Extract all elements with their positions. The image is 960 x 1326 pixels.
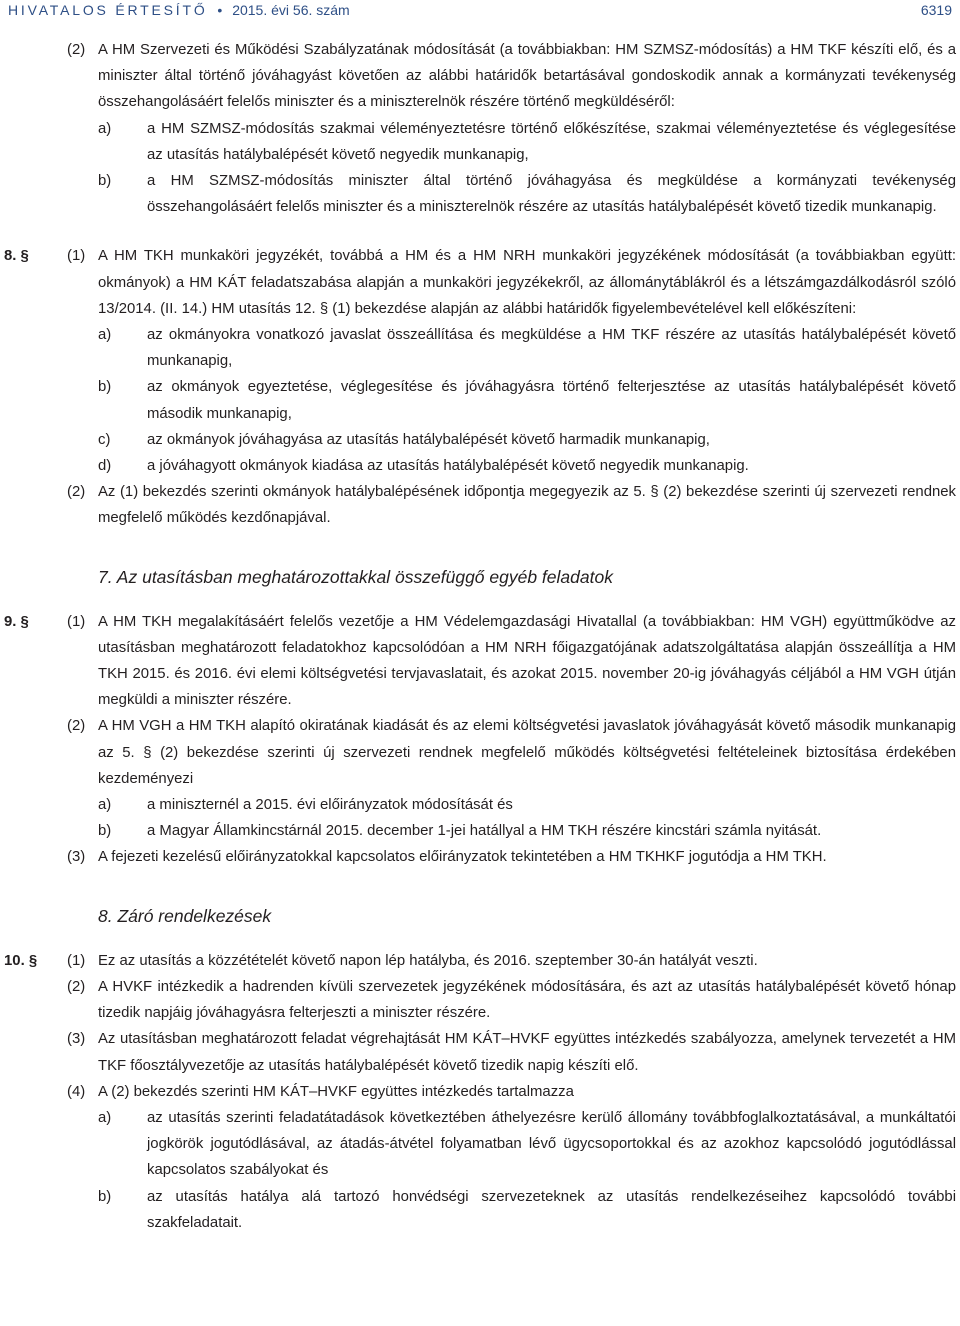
item-letter: b) [98,1188,112,1205]
header-left [8,0,350,20]
item-letter: b) [98,379,112,396]
paragraph [0,1026,960,1078]
list-item [0,427,960,453]
paragraph-number: (4) [67,1083,86,1100]
item-letter: a) [98,327,112,344]
section-number: 10. § [4,952,38,969]
list-item [0,374,960,426]
paragraph [0,37,960,116]
paragraph [0,609,960,714]
heading-gap [0,532,960,564]
list-item [0,322,960,374]
list-item [0,1184,960,1236]
item-letter: c) [98,431,111,448]
paragraph-text: Ez az utasítás a közzétételét követő napon lép hatályba, és 2016. szeptember 30-án hatályát veszti. [98,952,758,969]
document-body [0,37,960,1236]
section-heading: 7. Az utasításban meghatározottakkal összefüggő egyéb feladatok [98,566,613,587]
paragraph [0,1079,960,1105]
heading-gap [0,871,960,903]
paragraph-number: (2) [67,978,86,995]
heading-gap [0,590,960,609]
list-item [0,168,960,220]
paragraph-text: A HM TKH megalakításáért felelős vezetője a HM Védelemgazdasági Hivatallal (a továbbiakban: HM VGH) együttműködve az utasításban meghatározott feladatokhoz kapcsolódóan a HM NRH főigazgatójának adatszolgáltatása alapján összeállítja a HM TKH 2015. és 2016. évi elemi költségvetési tervjavaslatait, és azokat 2015. november 20-ig jóváhagyás céljából a HM VGH útján megküldi a miniszter részére. [98,613,956,709]
item-text: az utasítás szerinti feladatátadások következtében áthelyezésre kerülő állomány továbbfoglalkoztatásával, a munkáltatói jogkörök jogutódlásával, az átadás-átvétel folyamatban lévő ügycsoportokkal és az azokhoz kapcsolódó jogutódlással kapcsolatos szabályokat és [147,1109,956,1179]
page-number: 6319 [920,2,952,18]
item-text: az utasítás hatálya alá tartozó honvédségi szervezeteknek az utasítás rendelkezéseihez kapcsolódó további szakfeladatait. [147,1188,956,1231]
item-letter: a) [98,1109,112,1126]
issue-label: 2015. évi 56. szám [232,2,350,18]
journal-title: HIVATALOS ÉRTESÍTŐ [8,2,208,18]
item-text: az okmányok egyeztetése, véglegesítése és jóváhagyásra történő felterjesztése az utasítás hatálybalépését követő második munkanapig, [147,379,956,422]
running-header [8,0,952,22]
section-number: 9. § [4,613,29,630]
header-bullet: • [217,2,223,18]
paragraph-number: (3) [67,1031,86,1048]
paragraph-text: A HM TKH munkaköri jegyzékét, továbbá a HM és a HM NRH munkaköri jegyzékének módosítását (a továbbiakban együtt: okmányok) a HM KÁT feladatszabása alapján a munkaköri jegyzékekről, az állománytáblákról és a létszámgazdálkodásról szóló 13/2014. (II. 14.) HM utasítás 12. § (1) bekezdése alapján az alábbi határidők figyelembevételével kell előkészíteni: [98,248,956,317]
paragraph-text: A (2) bekezdés szerinti HM KÁT–HVKF együttes intézkedés tartalmazza [98,1083,574,1100]
item-text: a Magyar Államkincstárnál 2015. december 1-jei hatállyal a HM TKH részére kincstári számla nyitását. [147,823,822,840]
paragraph-text: Az utasításban meghatározott feladat végrehajtását HM KÁT–HVKF együttes intézkedés szabályozza, amelynek tervezetét a HM TKF főosztályvezetője az utasítás hatálybalépését követő tizedik napig készíti elő. [98,1031,956,1074]
paragraph-text: A HVKF intézkedik a hadrenden kívüli szervezetek jegyzékének módosítására, és azt az utasítás hatálybalépését követő hónap tizedik napjáig jóváhagyásra felterjeszti a miniszter részére. [98,978,956,1022]
item-letter: d) [98,458,112,475]
item-letter: b) [98,173,112,190]
paragraph-text: A HM Szervezeti és Működési Szabályzatának módosítását (a továbbiakban: HM SZMSZ-módosítás) a HM TKF készíti elő, és a miniszter által történő jóváhagyást követően az alábbi határidők betartásával gondoskodik annak a kormányzati tevékenység összehangolásáért felelős miniszter és a miniszterelnök részére történő megküldéséről: [98,42,956,111]
paragraph-text: A HM VGH a HM TKH alapító okiratának kiadását és az elemi költségvetési javaslatok jóváhagyását követő második munkanapig az 5. § (2) bekezdése szerinti új szervezeti rendnek megfelelő működés költségvetési feltételeinek biztosítása érdekében kezdeményezi [98,718,956,787]
paragraph-text: A fejezeti kezelésű előirányzatokkal kapcsolatos előirányzatok tekintetében a HM TKHKF jogutódja a HM TKH. [98,849,827,866]
paragraph-number: (1) [67,248,86,265]
item-letter: b) [98,823,112,840]
paragraph [0,479,960,531]
item-letter: a) [98,797,112,814]
paragraph [0,844,960,870]
list-item [0,792,960,818]
paragraph-number: (2) [67,42,86,58]
item-text: az okmányok jóváhagyása az utasítás hatálybalépését követő harmadik munkanapig, [147,431,710,448]
paragraph [0,243,960,322]
paragraph [0,713,960,792]
item-text: a HM SZMSZ-módosítás miniszter által történő jóváhagyása és megküldése a kormányzati tevékenység összehangolásáért felelős miniszter és a miniszterelnök részére az utasítás hatálybalépését követő tizedik munkanapig. [147,173,956,216]
list-item [0,453,960,479]
paragraph-number: (2) [67,718,86,735]
list-item [0,818,960,844]
section-number: 8. § [4,248,29,265]
paragraph-text: Az (1) bekezdés szerinti okmányok hatálybalépésének időpontja megegyezik az 5. § (2) bekezdése szerinti új szervezeti rendnek megfelelő működés kezdőnapjával. [98,484,956,527]
item-text: az okmányokra vonatkozó javaslat összeállítása és megküldése a HM TKF részére az utasítás hatálybalépését követő munkanapig, [147,327,956,370]
paragraph [0,974,960,1026]
item-text: a HM SZMSZ-módosítás szakmai véleményeztetésre történő előkészítése, szakmai véleményeztetése és véglegesítése az utasítás hatálybalépését követő negyedik munkanapig, [147,120,956,163]
section-gap [0,220,960,243]
paragraph-number: (3) [67,849,86,866]
list-item [0,1105,960,1184]
paragraph [0,948,960,974]
paragraph-number: (1) [67,952,86,969]
heading-gap [0,929,960,948]
list-item [0,116,960,168]
paragraph-number: (1) [67,613,86,630]
section-heading: 8. Záró rendelkezések [98,905,272,926]
item-text: a miniszternél a 2015. évi előirányzatok módosítását és [147,797,513,814]
item-letter: a) [98,120,112,137]
item-text: a jóváhagyott okmányok kiadása az utasítás hatálybalépését követő negyedik munkanapig. [147,458,749,475]
paragraph-number: (2) [67,484,86,501]
